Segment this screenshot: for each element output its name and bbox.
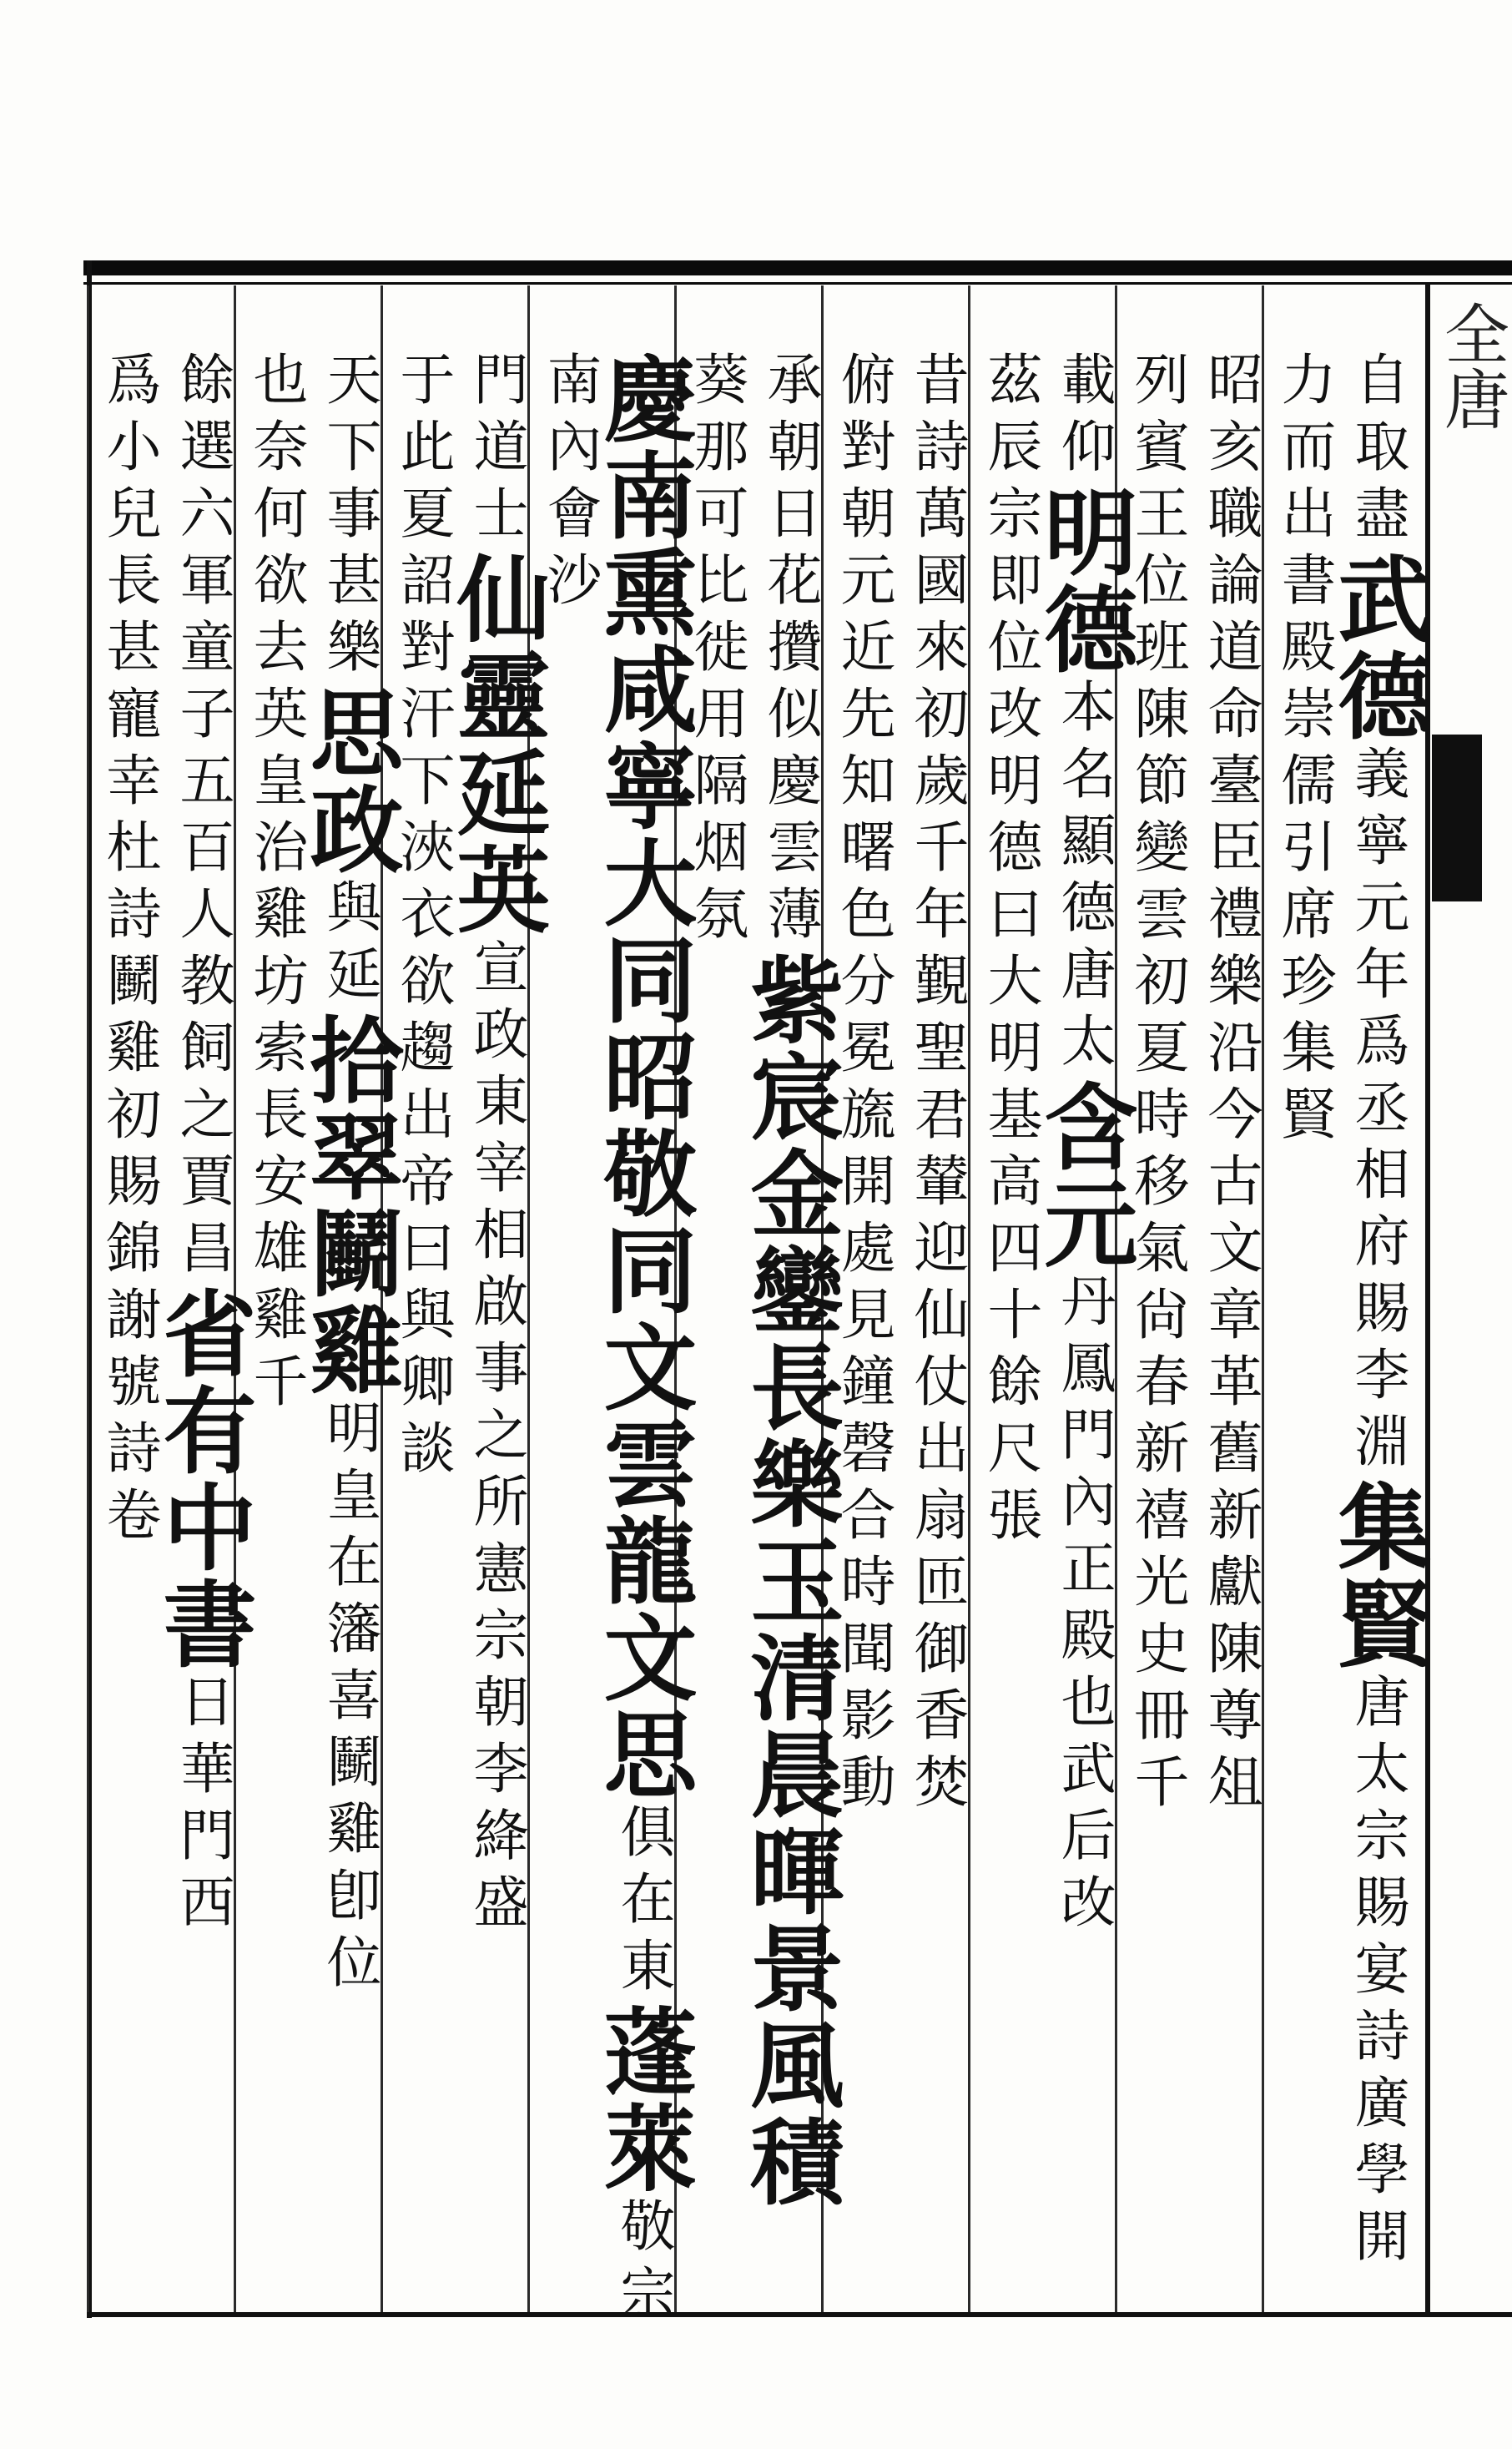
- annotation-text: 曰大明基高四十餘尺張: [978, 885, 1042, 1553]
- text-column-13: [441, 351, 551, 2295]
- text-column-5: [1029, 351, 1138, 2295]
- text-column-2: [1267, 351, 1340, 2295]
- edge-heading: 全唐: [1434, 300, 1509, 431]
- text-column-9: [735, 351, 844, 2295]
- text-column-7: [900, 351, 973, 2295]
- annotation-text: 餘選六軍童子五百人教飼之賈昌: [170, 351, 234, 1285]
- annotation-text: 載仰: [1051, 351, 1116, 484]
- annotation-text: 謝號詩卷: [97, 1285, 161, 1553]
- text-column-3: [1193, 351, 1267, 2295]
- text-column-11: [588, 351, 698, 2330]
- annotation-text: 與延: [317, 878, 381, 1012]
- heading-term: 紫宸金鑾長樂玉清晨暉景風積: [735, 952, 844, 2210]
- heading-term: 慶南熏咸寧大同昭敬同文雲龍文思: [588, 351, 698, 1803]
- heading-term: 蓬萊: [588, 2003, 698, 2197]
- heading-term: 集賢: [1323, 1479, 1432, 1673]
- annotation-text: 承朝日花攢似慶雲薄: [758, 351, 822, 952]
- text-column-15: [295, 351, 404, 2295]
- heading-term: 仙靈延英: [441, 551, 551, 938]
- annotation-text: 唐太宗賜宴詩廣學開: [1345, 1673, 1409, 2274]
- top-border-thick: [83, 260, 1512, 275]
- heading-term: 含元: [1029, 1078, 1138, 1272]
- annotation-text: 列賓王位班陳節變雲初夏時移氣尙春新禧光史冊千: [1125, 351, 1189, 1820]
- annotation-text: 丹鳳門內正殿也武后改: [1051, 1272, 1116, 1940]
- text-column-18: [92, 351, 165, 2295]
- annotation-text: 宣政東宰相啟事之所憲宗朝李絳盛: [464, 938, 528, 1940]
- heading-term: 武德: [1323, 551, 1432, 745]
- annotation-text: 會沙: [537, 484, 602, 618]
- annotation-text: 英皇: [244, 684, 308, 818]
- text-column-17: [148, 351, 257, 2295]
- annotation-text: 俯對朝元近先知曙色分冕旒開處見鐘磬合時聞影動: [831, 351, 895, 1820]
- heading-term: 拾翠鬭雞: [295, 1012, 404, 1399]
- annotation-text: 門道士: [464, 351, 528, 551]
- annotation-text: 于此: [391, 351, 455, 484]
- annotation-text: 日華門西: [170, 1673, 234, 1940]
- annotation-text: 昔詩萬國來初歲千年覲聖君輦迎仙仗出扇匝御香焚: [905, 351, 969, 1820]
- annotation-text: 夏詔對汗下浹衣欲趨出帝曰與卿談: [391, 484, 455, 1486]
- annotation-text: 力而出: [1272, 351, 1336, 551]
- annotation-text: 昭亥職論道命臺臣禮樂沿今古文章革舊新獻陳尊俎: [1198, 351, 1263, 1820]
- annotation-text: 也奈何欲去: [244, 351, 308, 684]
- annotation-text: 茲辰: [978, 351, 1042, 484]
- annotation-text: 宗即位改明德: [978, 484, 1042, 885]
- annotation-text: 天下事甚樂: [317, 351, 381, 684]
- column-separator: [87, 285, 89, 2312]
- annotation-text: 南內: [537, 351, 602, 484]
- annotation-text: 爲小兒長甚寵幸杜詩鬭雞初賜錦: [97, 351, 161, 1285]
- annotation-text: 自取盡: [1345, 351, 1409, 551]
- annotation-text: 俱在東: [611, 1803, 675, 2003]
- text-column-6: [973, 351, 1046, 2295]
- text-column-1: [1323, 351, 1432, 2295]
- bottom-border: [87, 2312, 1512, 2317]
- fishtail-mark: [1432, 735, 1482, 901]
- annotation-text: 義寧元年爲丞相府賜李淵: [1345, 745, 1409, 1479]
- heading-term: 明德: [1029, 484, 1138, 678]
- top-border-thin: [83, 282, 1512, 285]
- annotation-text: 書殿崇儒引席珍集賢: [1272, 551, 1336, 1152]
- annotation-text: 治雞坊索長安雄雞千: [244, 818, 308, 1419]
- annotation-text: 本名顯德唐太: [1051, 678, 1116, 1078]
- annotation-text: 敬宗: [611, 2197, 675, 2330]
- heading-term: 省有中書: [148, 1285, 257, 1673]
- annotation-text: 葵那可比徙用隔烟氛: [684, 351, 748, 952]
- annotation-text: 明皇在籓喜鬭雞卽位: [317, 1399, 381, 2000]
- heading-term: 思政: [295, 684, 404, 878]
